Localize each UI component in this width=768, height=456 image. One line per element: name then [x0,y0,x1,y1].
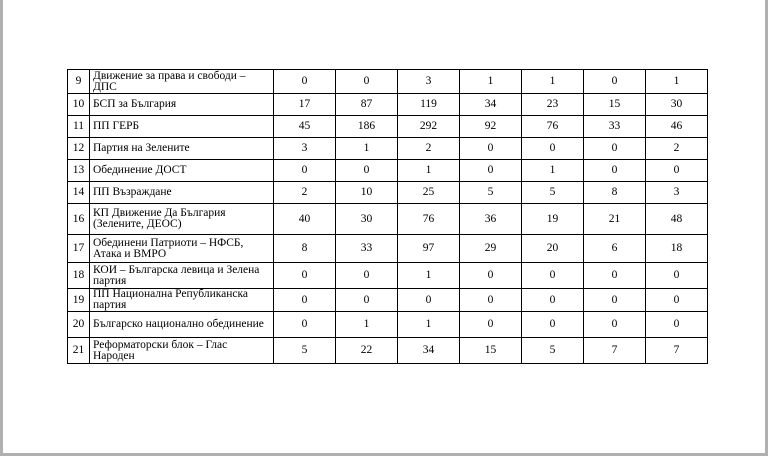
party-name-cell: Българско национално обединение [90,312,274,338]
value-cell: 7 [584,338,646,364]
party-name-cell: КП Движение Да България (Зелените, ДЕОС) [90,204,274,235]
value-cell: 29 [460,235,522,263]
value-cell: 0 [398,289,460,312]
party-name-cell: Партия на Зелените [90,138,274,160]
table-row [68,160,708,182]
value-cell: 0 [584,289,646,312]
value-cell: 97 [398,235,460,263]
value-cell: 15 [584,94,646,116]
table-row [68,204,708,235]
value-cell: 0 [336,263,398,289]
value-cell: 21 [584,204,646,235]
row-number-cell: 12 [68,138,90,160]
value-cell: 0 [522,289,584,312]
party-name-cell: КОИ – Българска левица и Зелена партия [90,263,274,289]
table-row [68,263,708,289]
value-cell: 0 [646,263,708,289]
value-cell: 23 [522,94,584,116]
value-cell: 0 [274,289,336,312]
row-number-cell: 14 [68,182,90,204]
value-cell: 10 [336,182,398,204]
table-row [68,70,708,94]
value-cell: 92 [460,116,522,138]
value-cell: 48 [646,204,708,235]
value-cell: 0 [460,289,522,312]
value-cell: 1 [336,138,398,160]
row-number-cell: 11 [68,116,90,138]
value-cell: 0 [460,263,522,289]
party-name-cell: Обединени Патриоти – НФСБ, Атака и ВМРО [90,235,274,263]
value-cell: 15 [460,338,522,364]
value-cell: 0 [522,263,584,289]
table-row [68,94,708,116]
value-cell: 3 [274,138,336,160]
table-row [68,138,708,160]
value-cell: 1 [336,312,398,338]
value-cell: 1 [398,312,460,338]
value-cell: 2 [646,138,708,160]
value-cell: 0 [584,70,646,94]
value-cell: 33 [336,235,398,263]
value-cell: 33 [584,116,646,138]
table-row [68,289,708,312]
value-cell: 5 [460,182,522,204]
value-cell: 22 [336,338,398,364]
value-cell: 76 [522,116,584,138]
value-cell: 3 [646,182,708,204]
party-name-cell: ПП Национална Републиканска партия [90,289,274,312]
party-name-cell: БСП за България [90,94,274,116]
party-name-cell: ПП ГЕРБ [90,116,274,138]
value-cell: 0 [584,138,646,160]
value-cell: 0 [336,70,398,94]
value-cell: 1 [522,160,584,182]
value-cell: 2 [274,182,336,204]
value-cell: 5 [522,338,584,364]
value-cell: 3 [398,70,460,94]
table-row [68,182,708,204]
value-cell: 36 [460,204,522,235]
value-cell: 18 [646,235,708,263]
value-cell: 0 [584,312,646,338]
party-name-cell: Реформаторски блок – Глас Народен [90,338,274,364]
table-row [68,338,708,364]
value-cell: 76 [398,204,460,235]
value-cell: 0 [336,160,398,182]
value-cell: 5 [522,182,584,204]
value-cell: 45 [274,116,336,138]
value-cell: 1 [646,70,708,94]
row-number-cell: 17 [68,235,90,263]
row-number-cell: 13 [68,160,90,182]
table-row [68,235,708,263]
value-cell: 0 [522,138,584,160]
value-cell: 0 [522,312,584,338]
value-cell: 30 [646,94,708,116]
row-number-cell: 20 [68,312,90,338]
value-cell: 186 [336,116,398,138]
value-cell: 25 [398,182,460,204]
value-cell: 119 [398,94,460,116]
value-cell: 0 [274,160,336,182]
row-number-cell: 21 [68,338,90,364]
table-body [68,70,708,364]
value-cell: 87 [336,94,398,116]
value-cell: 5 [274,338,336,364]
value-cell: 34 [398,338,460,364]
party-name-cell: ПП Възраждане [90,182,274,204]
value-cell: 40 [274,204,336,235]
value-cell: 0 [646,160,708,182]
value-cell: 6 [584,235,646,263]
value-cell: 1 [460,70,522,94]
table-row [68,312,708,338]
value-cell: 7 [646,338,708,364]
value-cell: 34 [460,94,522,116]
value-cell: 46 [646,116,708,138]
party-name-cell: Обединение ДОСТ [90,160,274,182]
party-name-cell: Движение за права и свободи – ДПС [90,70,274,94]
value-cell: 0 [336,289,398,312]
value-cell: 1 [522,70,584,94]
value-cell: 0 [274,312,336,338]
value-cell: 0 [646,312,708,338]
value-cell: 0 [460,138,522,160]
value-cell: 0 [274,70,336,94]
row-number-cell: 18 [68,263,90,289]
row-number-cell: 9 [68,70,90,94]
value-cell: 8 [584,182,646,204]
page-border-left [0,0,3,456]
value-cell: 30 [336,204,398,235]
value-cell: 0 [460,312,522,338]
value-cell: 0 [584,263,646,289]
row-number-cell: 16 [68,204,90,235]
value-cell: 17 [274,94,336,116]
value-cell: 19 [522,204,584,235]
value-cell: 0 [584,160,646,182]
results-table [67,69,708,364]
value-cell: 8 [274,235,336,263]
value-cell: 20 [522,235,584,263]
row-number-cell: 19 [68,289,90,312]
value-cell: 2 [398,138,460,160]
value-cell: 1 [398,160,460,182]
value-cell: 1 [398,263,460,289]
row-number-cell: 10 [68,94,90,116]
table-row [68,116,708,138]
value-cell: 0 [274,263,336,289]
value-cell: 0 [460,160,522,182]
value-cell: 292 [398,116,460,138]
value-cell: 0 [646,289,708,312]
